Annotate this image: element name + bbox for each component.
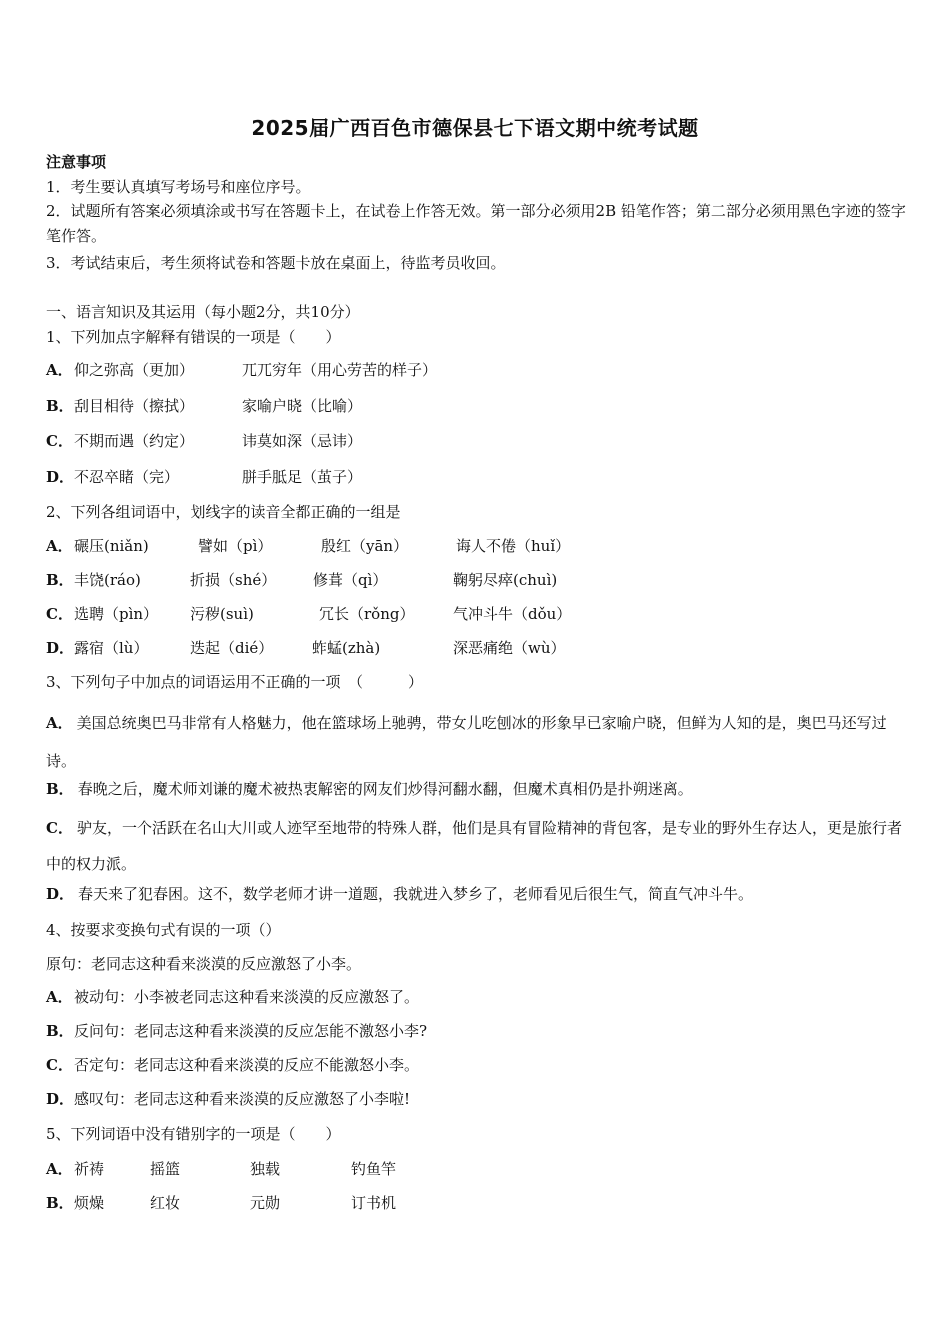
q4-b-text: 反问句：老同志这种看来淡漠的反应怎能不激怒小李? <box>74 1022 428 1040</box>
q4-c-text: 否定句：老同志这种看来淡漠的反应不能激怒小李。 <box>74 1056 420 1074</box>
q2-c-word2: 污秽(suì) <box>190 605 254 623</box>
notice-item-3: 3．考试结束后，考生须将试卷和答题卡放在桌面上，待监考员收回。 <box>46 254 506 272</box>
q3-a-text: 美国总统奥巴马非常有人格魅力，他在篮球场上驰骋，带女儿吃刨冰的形象早已家喻户晓，但鲜为人知的是，奥巴马还写过诗。 <box>46 714 887 770</box>
option-key: B． <box>46 1022 74 1040</box>
option-key: D． <box>46 468 75 486</box>
option-key: A． <box>46 1160 73 1178</box>
q4-option-d <box>46 1089 410 1109</box>
q2-d-word4: 深恶痛绝（wù） <box>453 639 566 657</box>
option-key: A． <box>46 714 73 732</box>
q2-a-word3: 殷红（yān） <box>321 537 409 555</box>
q2-option-a <box>46 536 74 556</box>
q1-stem: 1、下列加点字解释有错误的一项是（ ） <box>46 328 341 346</box>
q3-d-text: 春天来了犯春困。这不，数学老师才讲一道题，我就进入梦乡了，老师看见后很生气，简直气冲斗牛。 <box>78 885 754 903</box>
q1-b-word1: 刮目相待（擦拭） <box>74 397 195 415</box>
option-key: D． <box>46 639 75 657</box>
q1-d-word1: 不忍卒睹（完） <box>74 468 180 486</box>
q5-a-word4: 钓鱼竿 <box>351 1160 397 1178</box>
q4-a-text: 被动句：小李被老同志这种看来淡漠的反应激怒了。 <box>74 988 420 1006</box>
q3-option-d <box>46 884 753 904</box>
q5-a-word1: 祈祷 <box>74 1160 105 1178</box>
q1-option-d <box>46 467 74 487</box>
page-title: 2025届广西百色市德保县七下语文期中统考试题 <box>251 116 699 140</box>
q2-a-word4: 诲人不倦（huǐ） <box>456 537 571 555</box>
option-key: D． <box>46 885 75 903</box>
q4-stem: 4、按要求变换句式有误的一项（） <box>46 921 281 939</box>
option-key: C． <box>46 605 73 623</box>
q4-d-text: 感叹句：老同志这种看来淡漠的反应激怒了小李啦! <box>74 1090 411 1108</box>
q5-b-word2: 红妆 <box>150 1194 181 1212</box>
q5-stem: 5、下列词语中没有错别字的一项是（ ） <box>46 1125 341 1143</box>
q2-b-word3: 修葺（qì） <box>313 571 388 589</box>
q3-c-text: 驴友，一个活跃在名山大川或人迹罕至地带的特殊人群，他们是具有冒险精神的背包客，是专业的野外生存达人，更是旅行者中的权力派。 <box>46 819 902 873</box>
q4-option-b <box>46 1021 427 1041</box>
q2-d-word3: 蚱蜢(zhà) <box>312 639 381 657</box>
q3-option-a <box>46 704 906 780</box>
q1-b-word2: 家喻户晓（比喻） <box>242 397 363 415</box>
q2-b-word2: 折损（shé） <box>190 571 277 589</box>
option-key: C． <box>46 432 73 450</box>
q3-option-c <box>46 810 908 882</box>
option-key: C． <box>46 1056 73 1074</box>
option-key: A． <box>46 361 73 379</box>
q1-c-word2: 讳莫如深（忌讳） <box>242 432 363 450</box>
notice-item-1: 1．考生要认真填写考场号和座位序号。 <box>46 178 311 196</box>
notice-heading: 注意事项 <box>46 153 107 171</box>
option-key: C． <box>46 819 73 837</box>
q1-a-word2: 兀兀穷年（用心劳苦的样子） <box>242 361 438 379</box>
option-key: B． <box>46 780 74 798</box>
q3-b-text: 春晚之后，魔术师刘谦的魔术被热衷解密的网友们炒得河翻水翻，但魔术真相仍是扑朔迷离。 <box>77 780 693 798</box>
q5-option-b <box>46 1193 74 1213</box>
option-key: B． <box>46 1194 74 1212</box>
q4-option-c <box>46 1055 419 1075</box>
q1-option-a <box>46 360 74 380</box>
q1-option-c <box>46 431 74 451</box>
q1-a-word1: 仰之弥高（更加） <box>74 361 195 379</box>
q2-d-word1: 露宿（lù） <box>74 639 149 657</box>
option-key: A． <box>46 537 73 555</box>
q5-a-word3: 独载 <box>250 1160 281 1178</box>
q3-stem: 3、下列句子中加点的词语运用不正确的一项 （ ） <box>46 673 424 691</box>
option-key: D． <box>46 1090 75 1108</box>
option-key: A． <box>46 988 73 1006</box>
q5-b-word3: 元勋 <box>250 1194 281 1212</box>
q4-option-a <box>46 987 419 1007</box>
section-heading: 一、语言知识及其运用（每小题2分，共10分） <box>46 303 360 321</box>
q1-option-b <box>46 396 74 416</box>
q1-c-word1: 不期而遇（约定） <box>74 432 195 450</box>
q2-option-c <box>46 604 74 624</box>
q2-option-b <box>46 570 74 590</box>
q1-d-word2: 胼手胝足（茧子） <box>242 468 363 486</box>
q2-c-word1: 选聘（pìn） <box>74 605 159 623</box>
q2-c-word3: 冗长（rǒng） <box>319 605 415 623</box>
q2-a-word2: 譬如（pì） <box>198 537 273 555</box>
q2-a-word1: 碾压(niǎn) <box>74 537 149 555</box>
q3-option-b <box>46 779 693 799</box>
q2-d-word2: 迭起（dié） <box>190 639 274 657</box>
q2-option-d <box>46 638 74 658</box>
q5-b-word1: 烦燥 <box>74 1194 105 1212</box>
q2-b-word1: 丰饶(ráo) <box>74 571 141 589</box>
option-key: B． <box>46 571 74 589</box>
q2-b-word4: 鞠躬尽瘁(chuì) <box>453 571 558 589</box>
q4-original: 原句：老同志这种看来淡漠的反应激怒了小李。 <box>46 955 362 973</box>
q5-option-a <box>46 1159 74 1179</box>
notice-item-2: 2．试题所有答案必须填涂或书写在答题卡上，在试卷上作答无效。第一部分必须用2B 铅笔作答；第二部分必须用黑色字迹的签字笔作答。 <box>46 202 906 245</box>
q5-b-word4: 订书机 <box>351 1194 397 1212</box>
option-key: B． <box>46 397 74 415</box>
q5-a-word2: 摇篮 <box>150 1160 181 1178</box>
q2-c-word4: 气冲斗牛（dǒu） <box>453 605 572 623</box>
q2-stem: 2、下列各组词语中，划线字的读音全都正确的一组是 <box>46 503 401 521</box>
